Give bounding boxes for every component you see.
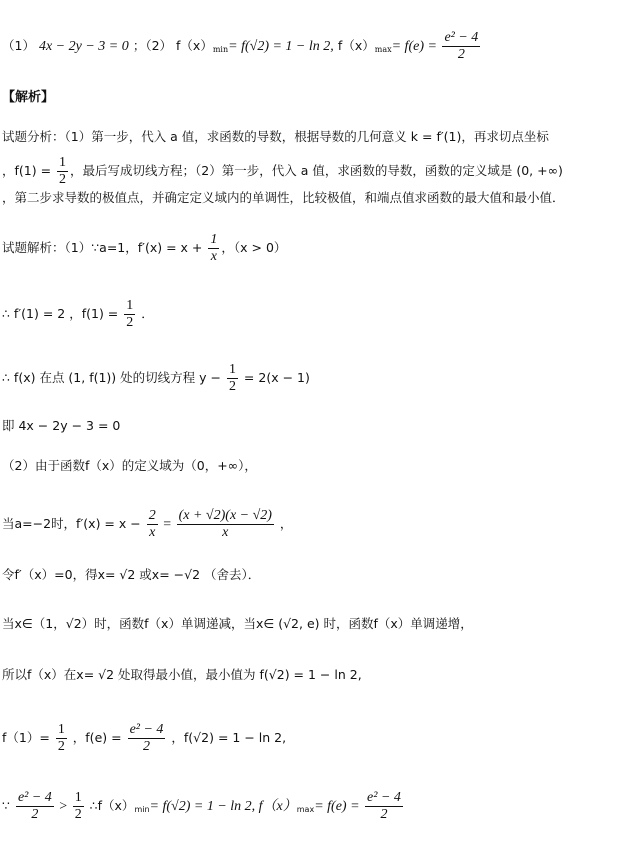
solution-line-6 <box>2 508 292 541</box>
solution-text: ∴f（x） <box>85 798 135 813</box>
solution-fraction <box>56 722 67 755</box>
solution-fraction <box>365 790 403 823</box>
solution-text: ∴ f(x) 在点 (1, f(1)) 处的切线方程 y − <box>2 370 225 385</box>
solution-text: ， <box>275 516 293 531</box>
equals-sign: = <box>159 517 175 532</box>
solution-text: = f(e) = <box>314 799 364 814</box>
fraction-numerator: 1 <box>228 362 236 377</box>
fraction-numerator: e² − 4 <box>367 790 401 805</box>
fraction-denominator: 2 <box>228 379 236 394</box>
fraction-numerator: 2 <box>148 508 156 523</box>
solution-line-1 <box>2 232 286 265</box>
analysis-text: ，最后写成切线方程；（2）第一步，代入 a 值，求函数的导数，函数的定义域是 (0, +∞) <box>70 163 563 178</box>
solution-text: 试题解析：（1）∵a=1，f′(x) = x + <box>2 240 207 255</box>
solution-line-2 <box>2 298 154 331</box>
fx-label: f（x） <box>337 38 375 53</box>
fraction-denominator: 2 <box>380 807 388 822</box>
analysis-text: ，f(1) = <box>2 163 56 178</box>
max-value-equation: = f(e) = <box>391 39 441 54</box>
answer-separator: ；（2） f（x） <box>132 38 213 53</box>
answer-summary <box>2 30 482 63</box>
fraction-numerator: e² − 4 <box>129 722 164 737</box>
fraction-numerator: 1 <box>57 722 65 737</box>
solution-fraction <box>128 722 166 755</box>
solution-text: ． <box>137 306 154 321</box>
solution-text: ，（x > 0） <box>221 240 287 255</box>
solution-text: ∵ <box>2 798 14 813</box>
solution-text: ，f(√2) = 1 − ln 2, <box>167 730 287 745</box>
solution-line-3 <box>2 362 310 395</box>
analysis-heading: 【解析】 <box>2 90 55 105</box>
fraction-denominator: x <box>210 249 217 264</box>
solution-line-11 <box>2 790 405 823</box>
analysis-line-3: ，第二步求导数的极值点，并确定定义域内的单调性，比较极值，和端点值求函数的最大值和最小值． <box>2 190 565 205</box>
greater-than-sign: > <box>55 799 71 814</box>
solution-text: ，f(e) = <box>68 730 126 745</box>
fraction-denominator: 2 <box>457 47 465 62</box>
solution-line-10 <box>2 722 286 755</box>
fraction-numerator: 1 <box>74 790 82 805</box>
analysis-line-1: 试题分析：（1）第一步，代入 a 值，求函数的导数，根据导数的几何意义 k = f′(1)，再求切点坐标 <box>2 129 549 144</box>
fraction-numerator: 1 <box>126 298 134 313</box>
fraction-numerator: (x + √2)(x − √2) <box>178 508 272 523</box>
max-subscript: max <box>374 45 392 54</box>
fraction-denominator: 2 <box>59 172 67 187</box>
solution-fraction <box>177 508 274 541</box>
analysis-fraction <box>57 155 68 188</box>
analysis-line-2 <box>2 155 563 188</box>
solution-fraction <box>208 232 219 265</box>
max-subscript: max <box>296 805 315 814</box>
fraction-denominator: x <box>149 525 156 540</box>
answer-part-label: （1） <box>2 38 39 53</box>
solution-text: 当a=−2时，f′(x) = x − <box>2 516 145 531</box>
solution-line-7: 令f′（x）=0，得x= √2 或x= −√2 （舍去）． <box>2 567 261 582</box>
fraction-denominator: 2 <box>126 315 134 330</box>
solution-fraction <box>227 362 238 395</box>
min-value-equation: = f(√2) = 1 − ln 2, <box>228 39 334 54</box>
solution-line-9: 所以f（x）在x= √2 处取得最小值，最小值为 f(√2) = 1 − ln 2, <box>2 667 362 682</box>
solution-line-4: 即 4x − 2y − 3 = 0 <box>2 418 121 433</box>
solution-fraction <box>73 790 84 823</box>
solution-text: ∴ f′(1) = 2 ，f(1) = <box>2 306 123 321</box>
fraction-numerator: 1 <box>59 155 67 170</box>
fraction-denominator: x <box>222 525 229 540</box>
solution-fraction <box>124 298 135 331</box>
fraction-numerator: e² − 4 <box>444 30 479 45</box>
min-subscript: min <box>134 805 150 814</box>
solution-fraction <box>16 790 54 823</box>
solution-text: f（1）= <box>2 730 54 745</box>
tangent-equation: 4x − 2y − 3 = 0 <box>38 39 129 54</box>
solution-fraction <box>147 508 158 541</box>
fraction-denominator: 2 <box>142 739 150 754</box>
fraction-denominator: 2 <box>31 807 39 822</box>
max-value-fraction <box>442 30 480 63</box>
fraction-denominator: 2 <box>74 807 82 822</box>
solution-text: = 2(x − 1) <box>239 370 310 385</box>
fraction-numerator: 1 <box>210 232 218 247</box>
solution-line-5: （2）由于函数f（x）的定义域为（0，+∞）， <box>2 458 257 473</box>
min-subscript: min <box>212 45 229 54</box>
fraction-denominator: 2 <box>57 739 65 754</box>
solution-line-8: 当x∈（1，√2）时，函数f（x）单调递减，当x∈ (√2, e) 时，函数f（x）单调递增， <box>2 616 473 631</box>
fraction-numerator: e² − 4 <box>17 790 52 805</box>
solution-text: = f(√2) = 1 − ln 2, f（x） <box>149 799 297 814</box>
